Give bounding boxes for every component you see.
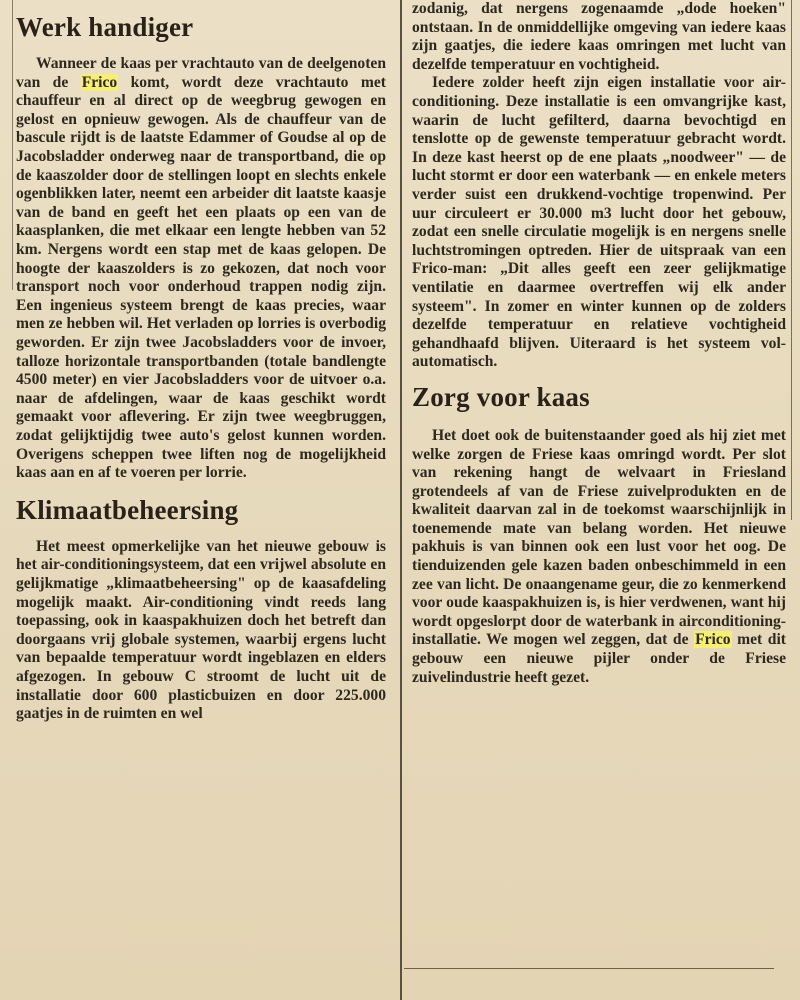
heading-werk-handiger: Werk handiger — [16, 12, 194, 42]
text-segment: met dit gebouw een nieuwe pijler onder de Friese zuivelindustrie heeft gezet. — [412, 631, 786, 686]
paragraph-klimaat-1: Het meest opmerkelijke van het nieuwe gebouw is het air-conditioningsysteem, dat een vrijwel absolute en gelijkmatige „klimaatbeheersing" op de kaasafdeling mogelijk maakt. Air-conditioning vindt reeds lang toepassing, ook in kaaspakhuizen doch het betreft dan doorgaans vrij globale systemen, waarbij ergens lucht van bepaalde temperatuur wordt ingeblazen en elders afgezogen. In gebouw C stroomt de lucht uit de installatie door 600 plasticbuizen en door 225.000 gaatjes in de ruimten en wel — [16, 537, 386, 723]
text-segment: Het doet ook de buitenstaander goed als hij ziet met welke zorgen de Friese kaas omringd wordt. Per slot van rekening hangt de welvaart in Friesland grotendeels af van de Friese zuivelprodukten en de kwaliteit daarvan zal in de toekomst waarschijnlijk in toenemende mate van belang worden. Het nieuwe pakhuis is van binnen ook een lust voor het oog. De tienduizenden gele kazen baden onbeschimmeld in een zee van licht. De onaangename geur, die zo kenmerkend voor oude kaaspakhuizen is, is hier verdwenen, want hij wordt opgeslorpt door de waterbank in airconditioning-installatie. We mogen wel zeggen, dat de — [412, 426, 786, 649]
left-column — [0, 0, 398, 1000]
paragraph-klimaat-2: Iedere zolder heeft zijn eigen installatie voor air-conditioning. Deze installatie is een omvangrijke kast, waarin de lucht gefilterd, daarna bevochtigd en tenslotte op de gewenste temperatuur gebracht wordt. In deze kast heerst op de ene plaats „noodweer" — de lucht stormt er door een waterbank — en enkele meters verder suist een drukkend-vochtige tropenwind. Per uur circuleert er 30.000 m3 lucht door het gebouw, zodat een snelle circulatie mogelijk is en nergens snelle luchtstromingen optreden. Hier de uitspraak van een Frico-man: „Dit alles geeft een zeer gelijkmatige ventilatie en daarmee overtreffen wij elk ander systeem". In zomer en winter kunnen op de zolders dezelfde temperatuur en relatieve vochtigheid gehandhaafd blijven. Uiteraard is het systeem vol-automatisch. — [412, 74, 786, 371]
heading-klimaatbeheersing: Klimaatbeheersing — [16, 494, 239, 525]
paragraph-werk-handiger — [16, 55, 386, 483]
highlight-frico: Frico — [695, 631, 731, 649]
text-segment: komt, wordt deze vrachtauto met chauffeur en al direct op de weegbrug gewogen en gelost en opnieuw gewogen. Als de chauffeur van de bascule rijdt is de laatste Edammer of Goudse al op de Jacobsladder onderweg naar de transportband, die op de kaaszolder door de stellingen loopt en slechts enkele ogenblikken later, neemt een arbeider dit laatste kaasje van de band en geeft het een plaats op een van de kaasplanken, die met elkaar een lengte hebben van 52 km. Nergens wordt een stap met de kaas gelopen. De hoogte der kaaszolders is zo gekozen, dat noch voor transport noch voor onderhoud trappen nodig zijn. Een ingenieus systeem brengt de kaas precies, waar men ze hebben wil. Het verladen op lorries is overbodig geworden. Er zijn twee Jacobsladders voor de invoer, talloze horizontale transportbanden (totale bandlengte 4500 meter) en vier Jacobsladders voor de uitvoer o.a. naar de afdelingen, waar de kaas geschikt wordt gemaakt voor aflevering. Er zijn twee weegbruggen, zodat gelijktijdig twee auto's gelost kunnen worden. Overigens scheppen twee liften nog de mogelijkheid kaas aan en af te voeren per lorrie. — [16, 73, 386, 482]
highlight-frico: Frico — [81, 73, 118, 91]
paragraph-klimaat-1-continued: zodanig, dat nergens zogenaamde „dode hoeken" ontstaan. In de onmiddellijke omgeving van iedere kaas zijn gaatjes, die iedere kaas omringen met lucht van dezelfde temperatuur en vochtigheid. — [412, 0, 786, 73]
right-column — [402, 0, 800, 1000]
bottom-rule — [404, 968, 774, 969]
paragraph-zorg — [412, 427, 786, 687]
heading-zorg-voor-kaas: Zorg voor kaas — [412, 381, 590, 412]
text-segment: Wanneer de kaas per vrachtauto van de deelgenoten van de — [16, 55, 386, 91]
